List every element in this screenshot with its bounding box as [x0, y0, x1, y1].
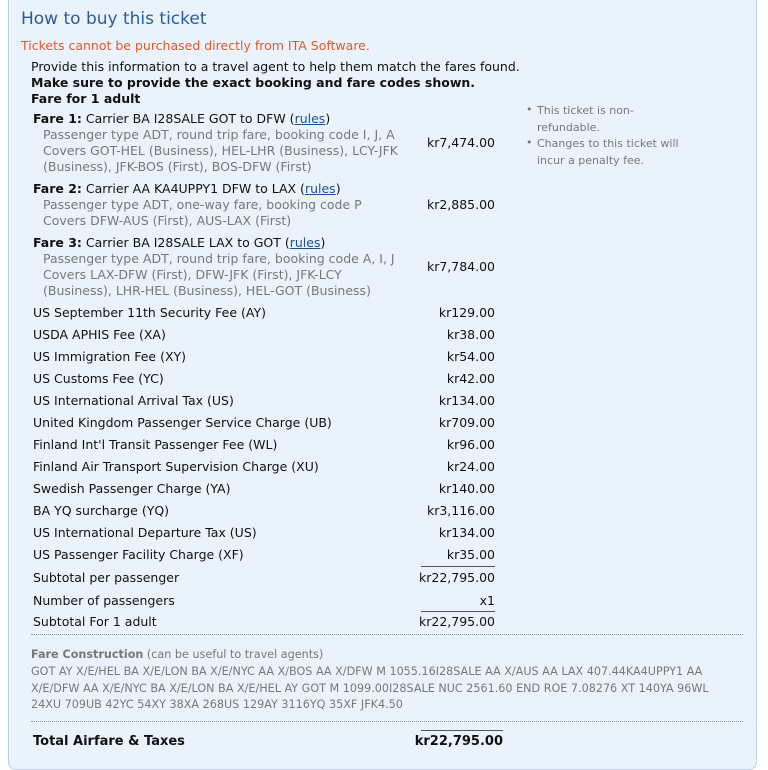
fare-3-detail: Passenger type ADT, round trip fare, booking code A, I, J: [43, 251, 395, 266]
num-passengers-value: x1: [479, 593, 495, 608]
tax-label: US International Arrival Tax (US): [33, 393, 234, 408]
num-passengers-label: Number of passengers: [33, 593, 175, 608]
fare-construction-hint: (can be useful to travel agents): [143, 648, 324, 661]
fare-2-header: Fare 2: Carrier AA KA4UPPY1 DFW to LAX (rules): [33, 181, 341, 196]
total-rule: [421, 730, 503, 731]
fare-label: Fare 1:: [33, 111, 82, 126]
note-change-penalty: Changes to this ticket will incur a penalty fee.: [537, 137, 679, 167]
tax-label: US Passenger Facility Charge (XF): [33, 547, 244, 562]
tax-label: Finland Int'l Transit Passenger Fee (WL): [33, 437, 278, 452]
fare-3-header: Fare 3: Carrier BA I28SALE LAX to GOT (rules): [33, 235, 326, 250]
section-divider: [31, 634, 743, 635]
tax-label: US Immigration Fee (XY): [33, 349, 187, 364]
bullet-icon: •: [526, 136, 533, 149]
tax-price: kr96.00: [446, 437, 495, 452]
tax-price: kr54.00: [446, 349, 495, 364]
intro-text: Provide this information to a travel agent to help them match the fares found.: [31, 59, 520, 74]
bullet-icon: •: [526, 103, 533, 116]
tax-price: kr38.00: [446, 327, 495, 342]
tax-price: kr24.00: [446, 459, 495, 474]
tax-label: United Kingdom Passenger Service Charge (UB): [33, 415, 332, 430]
fare-3-detail: Covers LAX-DFW (First), DFW-JFK (First), JFK-LCY: [43, 267, 342, 282]
fare-1-header: Fare 1: Carrier BA I28SALE GOT to DFW (rules): [33, 111, 331, 126]
tax-price: kr140.00: [438, 481, 495, 496]
fare-desc: Carrier BA I28SALE LAX to GOT (: [81, 235, 290, 250]
fare-2-price: kr2,885.00: [426, 197, 495, 212]
subtotal-per-passenger-label: Subtotal per passenger: [33, 570, 180, 585]
tax-label: Swedish Passenger Charge (YA): [33, 481, 231, 496]
fare-2-detail: Passenger type ADT, one-way fare, booking code P: [43, 197, 362, 212]
fare-3-rules-link[interactable]: rules: [289, 235, 321, 250]
fare-construction-heading: [31, 648, 323, 661]
page-title: How to buy this ticket: [21, 9, 207, 29]
tax-price: kr134.00: [438, 393, 495, 408]
tax-label: US Customs Fee (YC): [33, 371, 164, 386]
tax-label: BA YQ surcharge (YQ): [33, 503, 170, 518]
tax-price: kr709.00: [438, 415, 495, 430]
tax-price: kr42.00: [446, 371, 495, 386]
purchase-warning: Tickets cannot be purchased directly from ITA Software.: [21, 38, 370, 53]
tax-price: kr3,116.00: [426, 503, 495, 518]
tax-label: US September 11th Security Fee (AY): [33, 305, 266, 320]
tax-price: kr134.00: [438, 525, 495, 540]
fare-1-detail: Passenger type ADT, round trip fare, booking code I, J, A: [43, 127, 395, 142]
fare-for-heading: Fare for 1 adult: [31, 91, 141, 106]
fare-1-price: kr7,474.00: [426, 135, 495, 150]
subtotal-for-price: kr22,795.00: [419, 614, 495, 629]
fare-label: Fare 3:: [33, 235, 82, 250]
fare-2-detail: Covers DFW-AUS (First), AUS-LAX (First): [43, 213, 292, 228]
subtotal-for-label: Subtotal For 1 adult: [33, 614, 157, 629]
subtotal-rule: [421, 566, 495, 567]
tax-label: USDA APHIS Fee (XA): [33, 327, 166, 342]
fare-construction-label: Fare Construction: [31, 648, 144, 661]
tax-price: kr35.00: [446, 547, 495, 562]
fare-1-rules-link[interactable]: rules: [294, 111, 326, 126]
fare-desc: Carrier AA KA4UPPY1 DFW to LAX (: [81, 181, 305, 196]
fare-1-detail: (Business), JFK-BOS (First), BOS-DFW (First): [43, 159, 312, 174]
tax-label: Finland Air Transport Supervision Charge (XU): [33, 459, 319, 474]
intro-bold-text: Make sure to provide the exact booking and fare codes shown.: [31, 75, 476, 90]
subtotal-rule: [421, 611, 495, 612]
fare-2-rules-link[interactable]: rules: [304, 181, 336, 196]
fare-3-detail: (Business), LHR-HEL (Business), HEL-GOT (Business): [43, 283, 371, 298]
fare-label: Fare 2:: [33, 181, 82, 196]
total-price: kr22,795.00: [414, 734, 503, 749]
tax-price: kr129.00: [438, 305, 495, 320]
fare-desc: Carrier BA I28SALE GOT to DFW (: [81, 111, 295, 126]
fare-3-price: kr7,784.00: [426, 259, 495, 274]
subtotal-per-passenger-price: kr22,795.00: [419, 570, 495, 585]
fare-construction-text: GOT AY X/E/HEL BA X/E/LON BA X/E/NYC AA X/BOS AA X/DFW M 1055.16I28SALE AA X/AUS AA LAX 407.44KA4UPPY1 AA X/E/DFW AA X/E/NYC BA X/E/LON BA X/E/HEL AY GOT M 1099.00I28SALE NUC 2561.60 END ROE 7.08276 XT 140YA 96WL 24XU 709UB 42YC 54XY 38XA 268US 129AY 3116YQ 35XF JFK4.50: [31, 665, 709, 711]
fare-1-detail: Covers GOT-HEL (Business), HEL-LHR (Business), LCY-JFK: [43, 143, 398, 158]
total-label: Total Airfare & Taxes: [33, 734, 185, 749]
section-divider: [31, 721, 743, 722]
tax-label: US International Departure Tax (US): [33, 525, 257, 540]
note-non-refundable: This ticket is non-refundable.: [537, 104, 634, 134]
